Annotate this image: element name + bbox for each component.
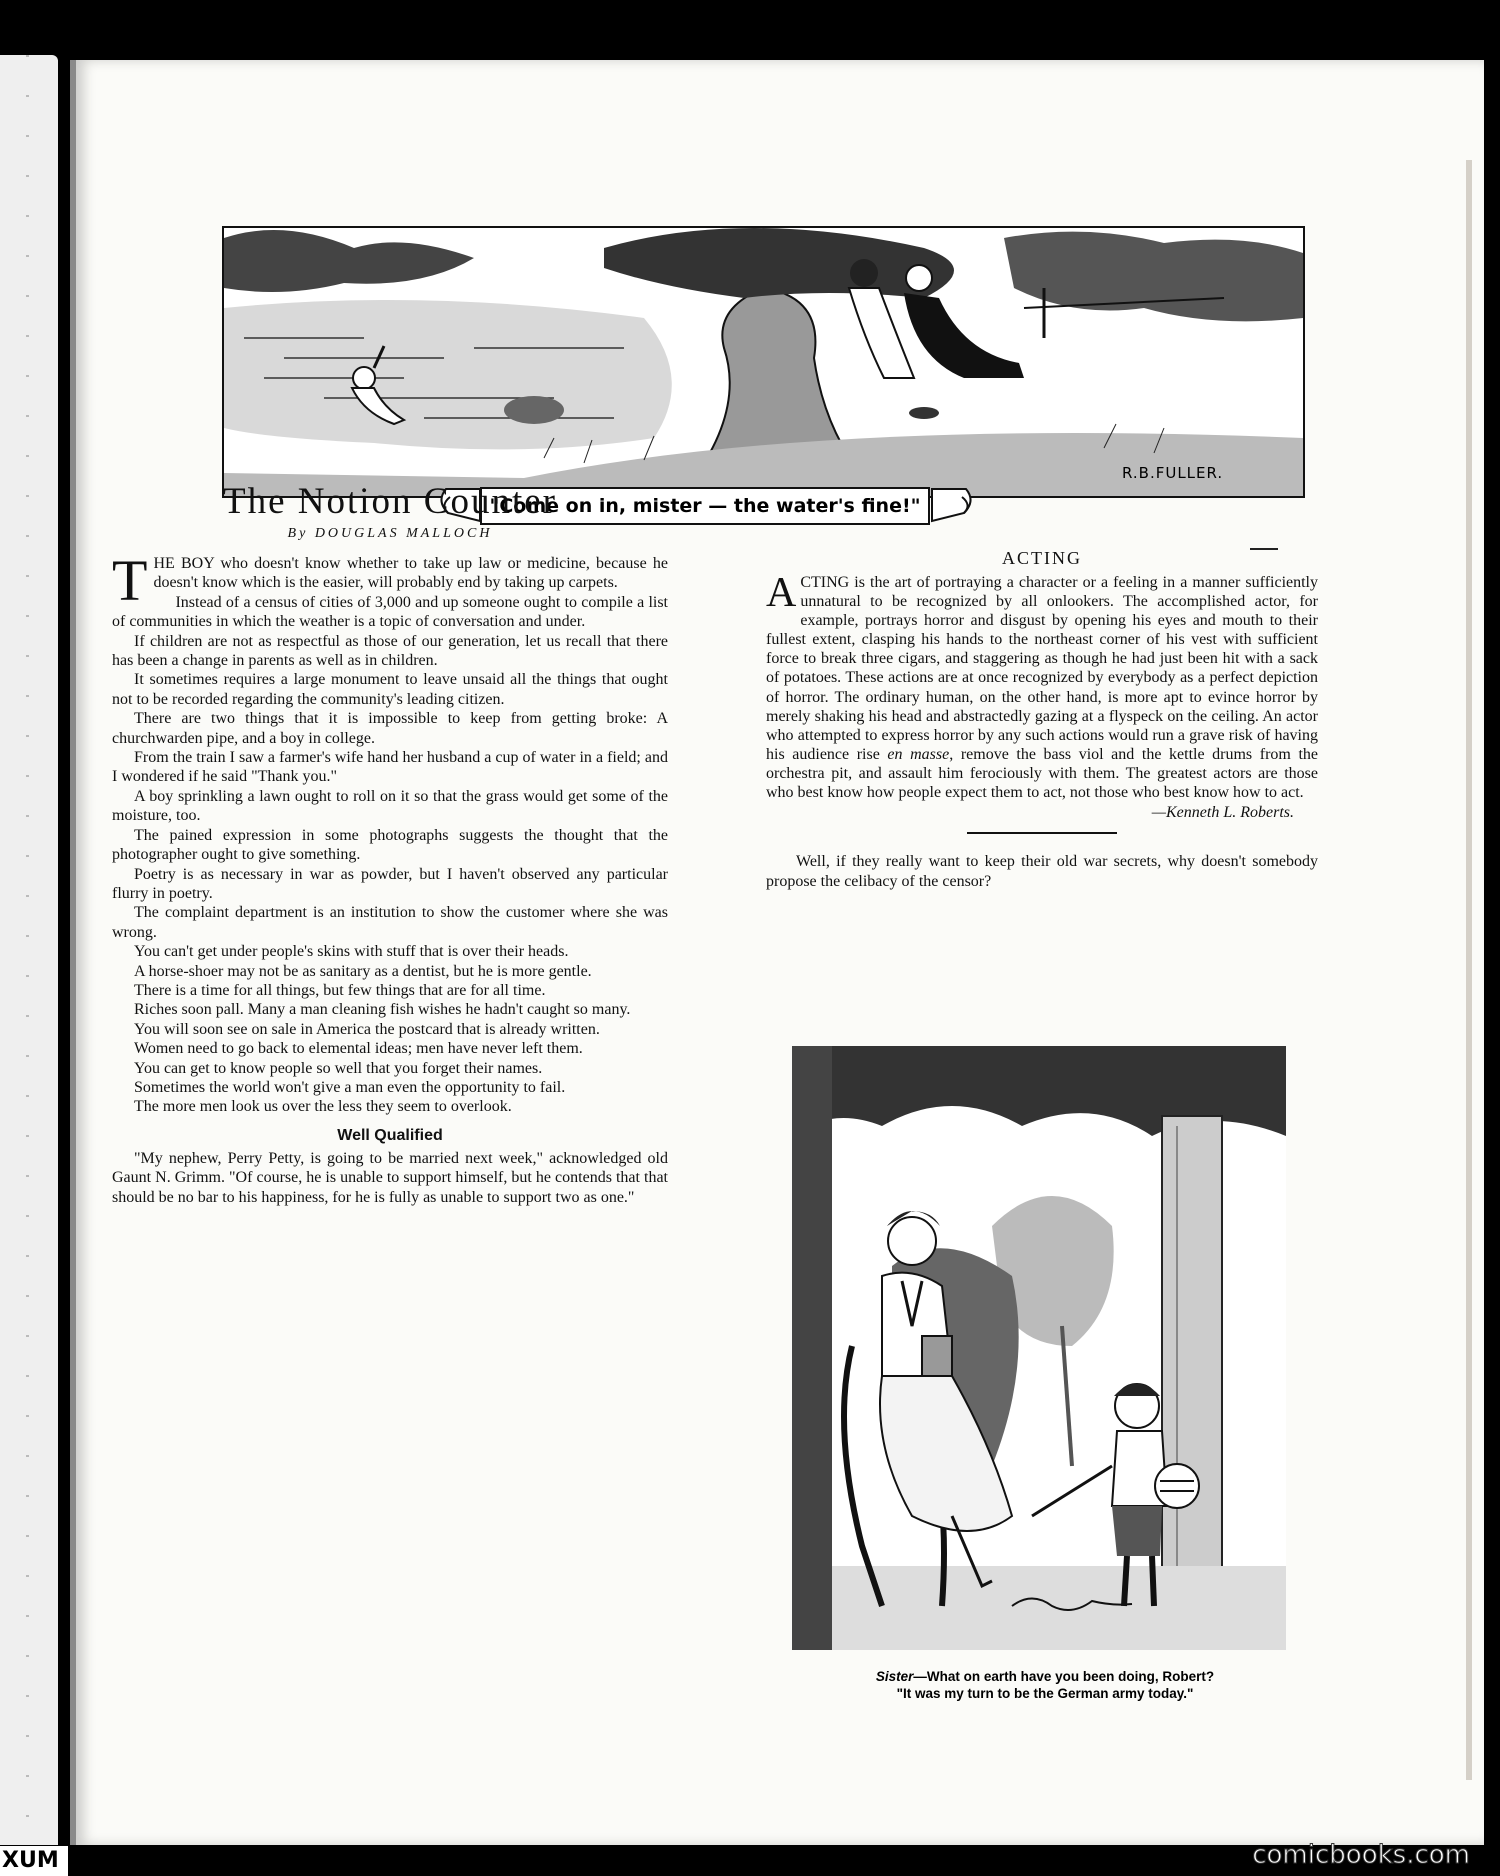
paragraph: Poetry is as necessary in war as powder, but I haven't observed any particular flurry in poetry. <box>112 865 668 902</box>
paragraph: Sometimes the world won't give a man even the opportunity to fail. <box>134 1078 566 1096</box>
left-page-edge <box>0 55 58 1845</box>
paragraph: A horse-shoer may not be as sanitary as a dentist, but he is more gentle. <box>134 962 592 980</box>
paragraph: If children are not as respectful as those of our generation, let us recall that there has been a change in parents as well as in children. <box>112 632 668 670</box>
paragraph: A boy sprinkling a lawn ought to roll on it so that the grass would get some of the moisture, too. <box>112 787 668 825</box>
acting-italic: en masse <box>887 745 950 763</box>
paragraph: You can't get under people's skins with stuff that is over their heads. <box>134 943 569 961</box>
paragraph: You will soon see on sale in America the postcard that is already written. <box>134 1020 600 1038</box>
first-paragraph-text: who doesn't know whether to take up law or medicine, because he doesn't know which is the easier, will probably end by taking up carpets. <box>153 555 668 592</box>
acting-article <box>766 548 1318 892</box>
acting-smallcaps: CTING <box>800 574 850 591</box>
paragraph: There is a time for all things, but few things that are for all time. <box>134 981 546 999</box>
paragraph: The more men look us over the less they seem to overlook. <box>134 1098 512 1116</box>
site-watermark: comicbooks.com <box>1252 1840 1470 1870</box>
page-right-edge <box>1466 160 1472 1780</box>
war-secrets-text: Well, if they really want to keep their old war secrets, why doesn't somebody propose the celibacy of the censor? <box>766 853 1318 891</box>
notion-counter-article <box>112 480 668 1207</box>
acting-text-1: is the art of portraying a character or a feeling in a manner sufficiently unnatural to be recognized by all onlookers. The accomplished actor, for example, portrays horror and disgust by opening his eyes and mouth to their fullest extent, clasping his hands to the northeast corner of his vest with sufficient force to break three cigars, and staggering as though he had just been hit with a sack of potatoes. These actions are at once recognized by everybody as a perfect depiction of horror. The ordinary human, on the other hand, is more apt to evince horror by merely shaking his head and abstractedly gazing at a flyspeck on the ceiling. An actor who attempted to express horror by any such actions would run a grave risk of having his audience rise <box>766 574 1318 763</box>
paragraph: Instead of a census of cities of 3,000 and up someone ought to compile a list of communities in which the weather is a topic of conversation and under. <box>112 593 668 631</box>
binding-stitches <box>26 55 29 1845</box>
well-qualified-heading: Well Qualified <box>337 1126 443 1144</box>
first-smallcaps: HE BOY <box>153 555 215 572</box>
caption-speaker: Sister <box>875 1669 914 1684</box>
illustration-caption <box>795 1668 1295 1702</box>
paragraph: The complaint department is an institution to show the customer where she was wrong. <box>112 904 668 941</box>
acting-body <box>766 570 1318 802</box>
caption-question: —What on earth have you been doing, Robert? <box>913 1669 1215 1684</box>
sister-robert-illustration <box>792 1046 1286 1650</box>
article-byline: By DOUGLAS MALLOCH <box>287 526 493 541</box>
paragraph: Women need to go back to elemental ideas; men have never left them. <box>134 1040 583 1058</box>
paragraph: It sometimes requires a large monument to leave unsaid all the things that ought not to be recorded regarding the community's leading citizen. <box>112 671 668 708</box>
section-divider <box>967 832 1117 834</box>
banner-right-curl-icon <box>930 481 976 525</box>
cartoon-artist-signature: R.B.FULLER. <box>1122 464 1224 482</box>
paragraph: Riches soon pall. Many a man cleaning fish wishes he hadn't caught so many. <box>134 1001 631 1019</box>
caption-line-1 <box>795 1668 1295 1685</box>
corner-label: XUM <box>0 1846 68 1876</box>
paragraph: From the train I saw a farmer's wife hand her husband a cup of water in a field; and I wondered if he said "Thank you." <box>112 749 668 786</box>
paragraph: You can get to know people so well that you forget their names. <box>134 1059 543 1077</box>
top-cartoon-illustration <box>222 226 1305 498</box>
acting-heading: ACTING <box>1002 548 1082 568</box>
acting-drop-cap: A <box>766 570 797 616</box>
cartoon-caption: "Come on in, mister — the water's fine!" <box>480 487 930 525</box>
well-qualified-text: "My nephew, Perry Petty, is going to be married next week," acknowledged old Gaunt N. Grimm. "Of course, he is unable to support himself, but he contends that that should be no bar to his happiness, for he is fully as unable to support two as one." <box>112 1149 668 1206</box>
drop-cap: T <box>112 548 148 613</box>
caption-line-2: "It was my turn to be the German army today." <box>896 1686 1194 1701</box>
paragraph: There are two things that it is impossible to keep from getting broke: A churchwarden pipe, and a boy in college. <box>112 710 668 747</box>
article-title: The Notion Counter <box>222 481 557 522</box>
acting-attribution: —Kenneth L. Roberts. <box>1151 804 1294 822</box>
paragraph: The pained expression in some photographs suggests the thought that the photographer ought to give something. <box>112 826 668 864</box>
acting-text-2: , remove the bass viol and the kettle drums from the orchestra pit, and assault him ferociously with them. The greatest actors are those who best know how people expect them to act, not those who best know how to act. <box>766 745 1318 802</box>
